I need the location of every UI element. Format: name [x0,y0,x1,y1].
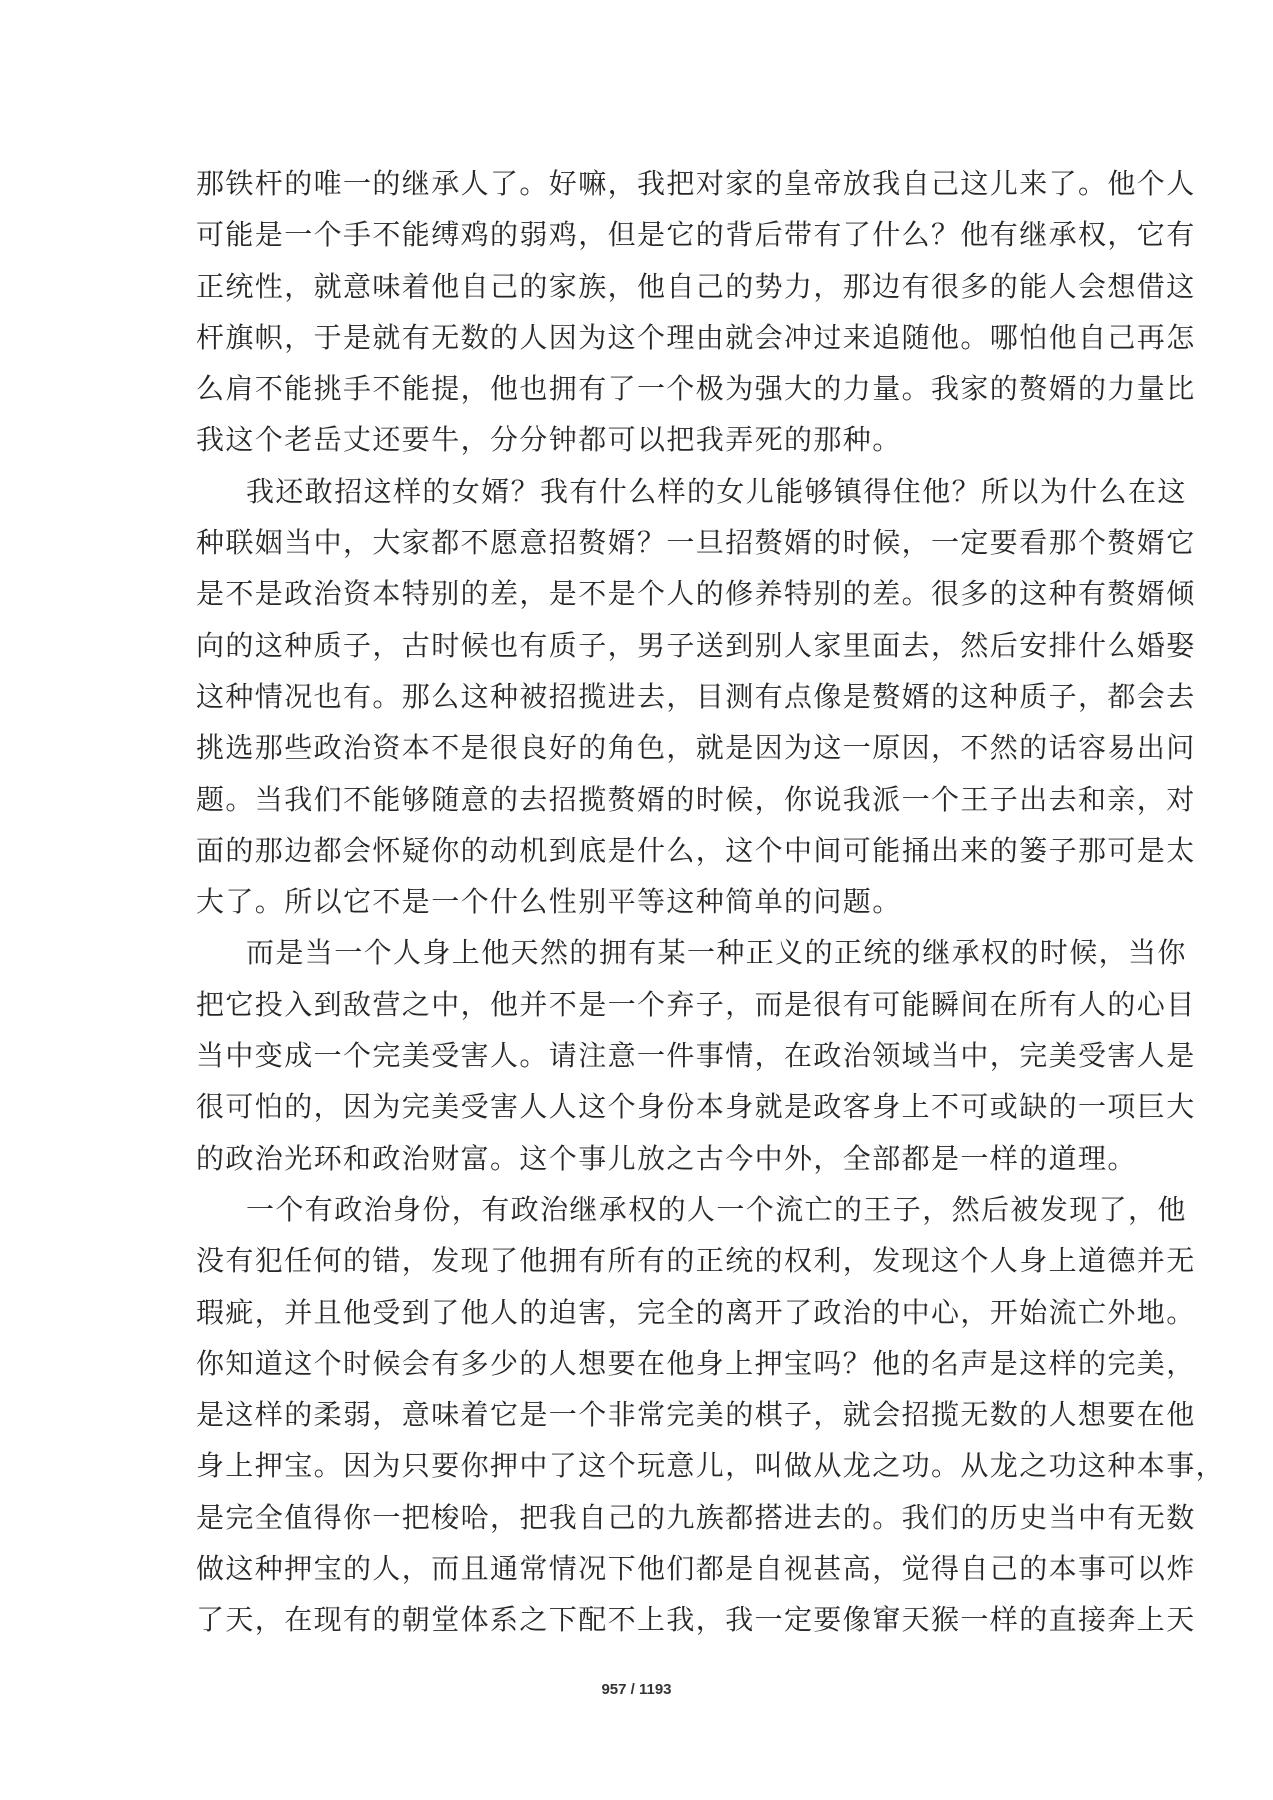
text-line: 杆旗帜，于是就有无数的人因为这个理由就会冲过来追随他。哪怕他自己再怎 [196,320,1196,354]
text-line: 是完全值得你一把梭哈，把我自己的九族都搭进去的。我们的历史当中有无数 [196,1500,1196,1534]
text-line: 面的那边都会怀疑你的动机到底是什么，这个中间可能捅出来的篓子那可是太 [196,833,1196,867]
text-line: 做这种押宝的人，而且通常情况下他们都是自视甚高，觉得自己的本事可以炸 [196,1552,1196,1586]
text-line: 可能是一个手不能缚鸡的弱鸡，但是它的背后带有了什么？他有继承权，它有 [196,218,1196,252]
text-line: 没有犯任何的错，发现了他拥有所有的正统的权利，发现这个人身上道德并无 [196,1244,1196,1278]
text-line: 那铁杆的唯一的继承人了。好嘛，我把对家的皇帝放我自己这儿来了。他个人 [196,167,1196,200]
text-line: 挑选那些政治资本不是很良好的角色，就是因为这一原因，不然的话容易出问 [196,731,1196,765]
text-line: 了天，在现有的朝堂体系之下配不上我，我一定要像窜天猴一样的直接奔上天 [196,1603,1196,1637]
body-text [196,158,1226,1646]
page-number: 957 / 1193 [601,1681,672,1698]
text-line: 把它投入到敌营之中，他并不是一个弃子，而是很有可能瞬间在所有人的心目 [196,987,1196,1021]
text-line: 的政治光环和政治财富。这个事儿放之古今中外，全部都是一样的道理。 [196,1141,1137,1175]
text-line: 向的这种质子，古时候也有质子，男子送到别人家里面去，然后安排什么婚娶 [196,628,1196,662]
text-line: 我这个老岳丈还要牛，分分钟都可以把我弄死的那种。 [196,423,902,457]
text-line: 你知道这个时候会有多少的人想要在他身上押宝吗？他的名声是这样的完美， [196,1346,1196,1380]
paragraph-first-line: 一个有政治身份，有政治继承权的人一个流亡的王子，然后被发现了，他 [246,1192,1187,1226]
paragraph-first-line: 我还敢招这样的女婿？我有什么样的女儿能够镇得住他？所以为什么在这 [246,474,1187,508]
text-line: 是不是政治资本特别的差，是不是个人的修养特别的差。很多的这种有赘婿倾 [196,577,1196,611]
text-line: 么肩不能挑手不能提，他也拥有了一个极为强大的力量。我家的赘婿的力量比 [196,372,1196,406]
text-line: 大了。所以它不是一个什么性别平等这种简单的问题。 [196,885,902,919]
text-line: 当中变成一个完美受害人。请注意一件事情，在政治领域当中，完美受害人是 [196,1039,1196,1073]
text-line: 正统性，就意味着他自己的家族，他自己的势力，那边有很多的能人会想借这 [196,269,1196,303]
text-line: 种联姻当中，大家都不愿意招赘婿？一旦招赘婿的时候，一定要看那个赘婿它 [196,526,1196,560]
text-line: 这种情况也有。那么这种被招揽进去，目测有点像是赘婿的这种质子，都会去 [196,679,1196,713]
text-line: 很可怕的，因为完美受害人人这个身份本身就是政客身上不可或缺的一项巨大 [196,1090,1196,1124]
text-line: 题。当我们不能够随意的去招揽赘婿的时候，你说我派一个王子出去和亲，对 [196,782,1196,816]
text-line: 身上押宝。因为只要你押中了这个玩意儿，叫做从龙之功。从龙之功这种本事， [196,1449,1226,1483]
paragraph-first-line: 而是当一个人身上他天然的拥有某一种正义的正统的继承权的时候，当你 [246,936,1187,970]
text-line: 瑕疵，并且他受到了他人的迫害，完全的离开了政治的中心，开始流亡外地。 [196,1295,1196,1329]
text-line: 是这样的柔弱，意味着它是一个非常完美的棋子，就会招揽无数的人想要在他 [196,1398,1196,1432]
